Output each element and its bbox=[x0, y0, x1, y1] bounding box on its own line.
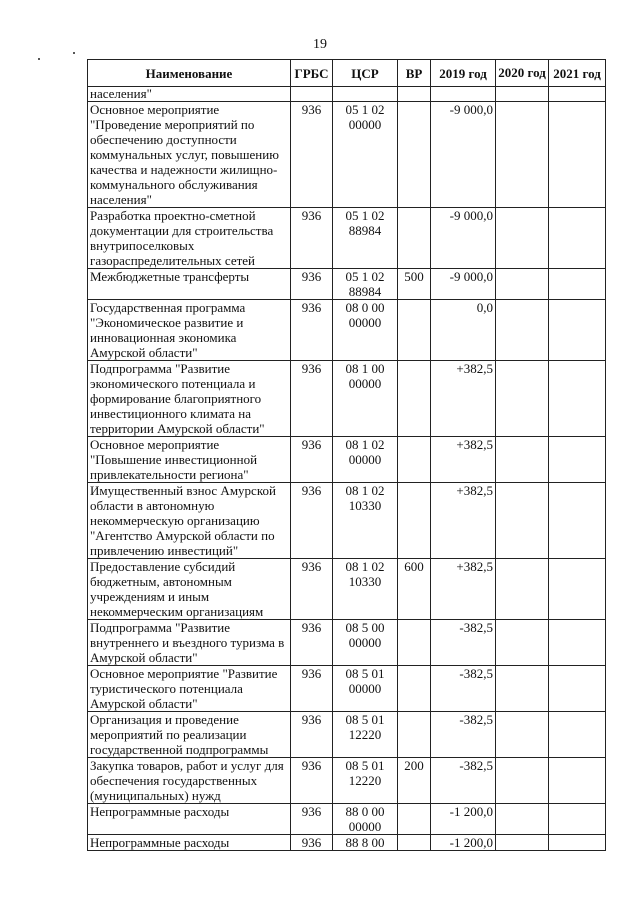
cell-2020 bbox=[496, 102, 549, 208]
cell-2020 bbox=[496, 87, 549, 102]
cell-2020 bbox=[496, 620, 549, 666]
cell-vr bbox=[398, 361, 431, 437]
table-row bbox=[88, 712, 606, 758]
cell-csr: 08 5 01 12220 bbox=[333, 712, 398, 758]
cell-grbs: 936 bbox=[291, 804, 333, 835]
cell-grbs: 936 bbox=[291, 712, 333, 758]
cell-2019: +382,5 bbox=[431, 437, 496, 483]
cell-csr: 08 1 00 00000 bbox=[333, 361, 398, 437]
table-row bbox=[88, 102, 606, 208]
cell-2020 bbox=[496, 208, 549, 269]
table-body bbox=[88, 87, 606, 851]
cell-grbs: 936 bbox=[291, 102, 333, 208]
table-row bbox=[88, 87, 606, 102]
cell-2019: -9 000,0 bbox=[431, 102, 496, 208]
cell-grbs: 936 bbox=[291, 300, 333, 361]
cell-2020 bbox=[496, 559, 549, 620]
cell-2020 bbox=[496, 712, 549, 758]
cell-vr: 500 bbox=[398, 269, 431, 300]
cell-grbs: 936 bbox=[291, 437, 333, 483]
cell-csr: 08 5 00 00000 bbox=[333, 620, 398, 666]
table-row bbox=[88, 620, 606, 666]
cell-2020 bbox=[496, 437, 549, 483]
column-header-2019: 2019 год bbox=[431, 60, 496, 87]
cell-name: Имущественный взнос Амурской области в автономную некоммерческую организацию "Агентство Амурской области по привлечению инвестиций" bbox=[88, 483, 291, 559]
cell-vr bbox=[398, 300, 431, 361]
cell-vr bbox=[398, 804, 431, 835]
cell-vr bbox=[398, 835, 431, 851]
cell-grbs: 936 bbox=[291, 269, 333, 300]
cell-csr: 08 0 00 00000 bbox=[333, 300, 398, 361]
cell-2020 bbox=[496, 483, 549, 559]
column-header-vr: ВР bbox=[398, 60, 431, 87]
cell-vr bbox=[398, 437, 431, 483]
cell-name: Государственная программа "Экономическое развитие и инновационная экономика Амурской области" bbox=[88, 300, 291, 361]
cell-2021 bbox=[549, 620, 606, 666]
cell-vr bbox=[398, 620, 431, 666]
table-row bbox=[88, 437, 606, 483]
cell-2020 bbox=[496, 269, 549, 300]
cell-2019: +382,5 bbox=[431, 361, 496, 437]
cell-2021 bbox=[549, 758, 606, 804]
cell-grbs: 936 bbox=[291, 361, 333, 437]
budget-table bbox=[87, 59, 606, 851]
cell-csr: 88 0 00 00000 bbox=[333, 804, 398, 835]
cell-name: Подпрограмма "Развитие внутреннего и въездного туризма в Амурской области" bbox=[88, 620, 291, 666]
cell-vr bbox=[398, 208, 431, 269]
cell-name: Основное мероприятие "Повышение инвестиционной привлекательности региона" bbox=[88, 437, 291, 483]
cell-2021 bbox=[549, 804, 606, 835]
cell-2019: -382,5 bbox=[431, 666, 496, 712]
cell-csr: 08 5 01 00000 bbox=[333, 666, 398, 712]
column-header-2020: 2020 год bbox=[496, 60, 549, 87]
cell-2021 bbox=[549, 559, 606, 620]
cell-vr bbox=[398, 102, 431, 208]
cell-2020 bbox=[496, 300, 549, 361]
cell-2019: -382,5 bbox=[431, 620, 496, 666]
table-row bbox=[88, 804, 606, 835]
cell-2020 bbox=[496, 361, 549, 437]
table-row bbox=[88, 758, 606, 804]
cell-vr bbox=[398, 87, 431, 102]
cell-grbs: 936 bbox=[291, 666, 333, 712]
scan-speck bbox=[38, 58, 40, 60]
cell-2019: 0,0 bbox=[431, 300, 496, 361]
column-header-csr: ЦСР bbox=[333, 60, 398, 87]
cell-grbs: 936 bbox=[291, 559, 333, 620]
cell-2019: -1 200,0 bbox=[431, 804, 496, 835]
cell-2021 bbox=[549, 269, 606, 300]
cell-grbs: 936 bbox=[291, 483, 333, 559]
cell-grbs: 936 bbox=[291, 208, 333, 269]
cell-name: Основное мероприятие "Проведение мероприятий по обеспечению доступности коммунальных услуг, повышению качества и надежности жилищно-коммунального обслуживания населения" bbox=[88, 102, 291, 208]
cell-csr: 88 8 00 bbox=[333, 835, 398, 851]
cell-2021 bbox=[549, 87, 606, 102]
cell-vr: 200 bbox=[398, 758, 431, 804]
cell-name: Основное мероприятие "Развитие туристического потенциала Амурской области" bbox=[88, 666, 291, 712]
cell-2020 bbox=[496, 835, 549, 851]
cell-2021 bbox=[549, 835, 606, 851]
table-row bbox=[88, 269, 606, 300]
table-row bbox=[88, 559, 606, 620]
cell-2020 bbox=[496, 758, 549, 804]
cell-2021 bbox=[549, 483, 606, 559]
table-row bbox=[88, 666, 606, 712]
cell-vr bbox=[398, 712, 431, 758]
cell-2019: -382,5 bbox=[431, 712, 496, 758]
cell-vr bbox=[398, 483, 431, 559]
cell-2019: -9 000,0 bbox=[431, 208, 496, 269]
cell-vr: 600 bbox=[398, 559, 431, 620]
cell-csr bbox=[333, 87, 398, 102]
table-header-row bbox=[88, 60, 606, 87]
cell-2019: -1 200,0 bbox=[431, 835, 496, 851]
table-row bbox=[88, 208, 606, 269]
cell-2019: -9 000,0 bbox=[431, 269, 496, 300]
cell-2021 bbox=[549, 102, 606, 208]
cell-csr: 08 5 01 12220 bbox=[333, 758, 398, 804]
cell-vr bbox=[398, 666, 431, 712]
cell-name: Предоставление субсидий бюджетным, автономным учреждениям и иным некоммерческим организациям bbox=[88, 559, 291, 620]
cell-2019: +382,5 bbox=[431, 483, 496, 559]
cell-name: Закупка товаров, работ и услуг для обеспечения государственных (муниципальных) нужд bbox=[88, 758, 291, 804]
cell-2021 bbox=[549, 712, 606, 758]
table-row bbox=[88, 835, 606, 851]
cell-2021 bbox=[549, 666, 606, 712]
cell-2021 bbox=[549, 437, 606, 483]
cell-name: Организация и проведение мероприятий по реализации государственной подпрограммы bbox=[88, 712, 291, 758]
cell-csr: 08 1 02 10330 bbox=[333, 559, 398, 620]
cell-csr: 05 1 02 00000 bbox=[333, 102, 398, 208]
cell-csr: 08 1 02 00000 bbox=[333, 437, 398, 483]
table-row bbox=[88, 361, 606, 437]
cell-2021 bbox=[549, 208, 606, 269]
cell-grbs: 936 bbox=[291, 835, 333, 851]
column-header-grbs: ГРБС bbox=[291, 60, 333, 87]
cell-2019: -382,5 bbox=[431, 758, 496, 804]
cell-csr: 08 1 02 10330 bbox=[333, 483, 398, 559]
cell-2021 bbox=[549, 361, 606, 437]
table-row bbox=[88, 483, 606, 559]
cell-csr: 05 1 02 88984 bbox=[333, 269, 398, 300]
cell-grbs bbox=[291, 87, 333, 102]
table-row bbox=[88, 300, 606, 361]
cell-name: населения" bbox=[88, 87, 291, 102]
page-number: 19 bbox=[313, 37, 327, 52]
scan-speck bbox=[73, 52, 75, 54]
cell-2020 bbox=[496, 666, 549, 712]
cell-name: Подпрограмма "Развитие экономического потенциала и формирование благоприятного инвестиционного климата на территории Амурской области" bbox=[88, 361, 291, 437]
cell-2020 bbox=[496, 804, 549, 835]
column-header-2021: 2021 год bbox=[549, 60, 606, 87]
cell-2019 bbox=[431, 87, 496, 102]
cell-name: Межбюджетные трансферты bbox=[88, 269, 291, 300]
cell-name: Непрограммные расходы bbox=[88, 804, 291, 835]
cell-name: Непрограммные расходы bbox=[88, 835, 291, 851]
column-header-name: Наименование bbox=[88, 60, 291, 87]
cell-grbs: 936 bbox=[291, 620, 333, 666]
cell-2019: +382,5 bbox=[431, 559, 496, 620]
cell-grbs: 936 bbox=[291, 758, 333, 804]
cell-name: Разработка проектно-сметной документации для строительства внутрипоселковых газораспределительных сетей bbox=[88, 208, 291, 269]
cell-2021 bbox=[549, 300, 606, 361]
cell-csr: 05 1 02 88984 bbox=[333, 208, 398, 269]
